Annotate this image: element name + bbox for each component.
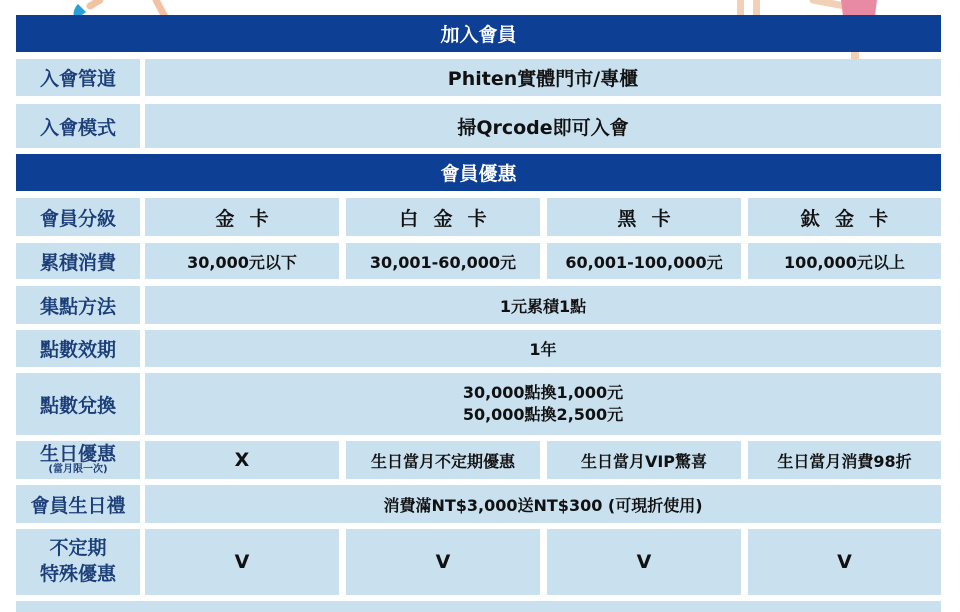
special-label-cell <box>16 529 140 595</box>
tier-black: 黑卡 <box>547 198 741 236</box>
birthday-label-cell <box>16 441 140 479</box>
special-label-line-1: 不定期 <box>49 537 107 560</box>
gift-label: 會員生日禮 <box>16 485 140 523</box>
special-label-line-2: 特殊優惠 <box>39 563 116 585</box>
benefits-section-header <box>16 154 941 191</box>
channel-label: 入會管道 <box>16 59 140 96</box>
benefits-header-text: 會員優惠 <box>440 163 517 185</box>
tier-label: 會員分級 <box>16 198 140 236</box>
birthday-platinum: 生日當月不定期優惠 <box>346 441 540 479</box>
join-header-text: 加入會員 <box>440 24 517 46</box>
birthday-titanium: 生日當月消費98折 <box>748 441 941 479</box>
next-row-partial <box>16 601 941 612</box>
mode-label: 入會模式 <box>16 104 140 148</box>
special-gold: V <box>145 529 339 595</box>
birthday-black: 生日當月VIP驚喜 <box>547 441 741 479</box>
tier-titanium: 鈦金卡 <box>748 198 941 236</box>
redeem-line-2: 50,000點換2,500元 <box>462 405 624 424</box>
spend-label: 累積消費 <box>16 243 140 279</box>
spend-titanium: 100,000元以上 <box>748 243 941 279</box>
birthday-label: 生日優惠 <box>39 442 116 465</box>
redeem-line-1: 30,000點換1,000元 <box>462 383 624 403</box>
spend-gold: 30,000元以下 <box>145 243 339 279</box>
birthday-gold: X <box>145 441 339 479</box>
join-section-header <box>16 15 941 52</box>
points-method-value: 1元累積1點 <box>145 286 941 324</box>
redeem-label: 點數兌換 <box>16 373 140 435</box>
special-titanium: V <box>748 529 941 595</box>
redeem-value <box>145 373 941 435</box>
special-platinum: V <box>346 529 540 595</box>
birthday-sublabel: (當月限一次) <box>48 464 108 476</box>
tier-gold: 金卡 <box>145 198 339 236</box>
points-validity-value: 1年 <box>145 330 941 367</box>
gift-value: 消費滿NT$3,000送NT$300 (可現折使用) <box>145 485 941 523</box>
mode-value: 掃Qrcode即可入會 <box>145 104 941 148</box>
spend-platinum: 30,001-60,000元 <box>346 243 540 279</box>
special-black: V <box>547 529 741 595</box>
channel-value: Phiten實體門市/專櫃 <box>145 59 941 96</box>
tier-platinum: 白金卡 <box>346 198 540 236</box>
points-validity-label: 點數效期 <box>16 330 140 367</box>
points-method-label: 集點方法 <box>16 286 140 324</box>
spend-black: 60,001-100,000元 <box>547 243 741 279</box>
